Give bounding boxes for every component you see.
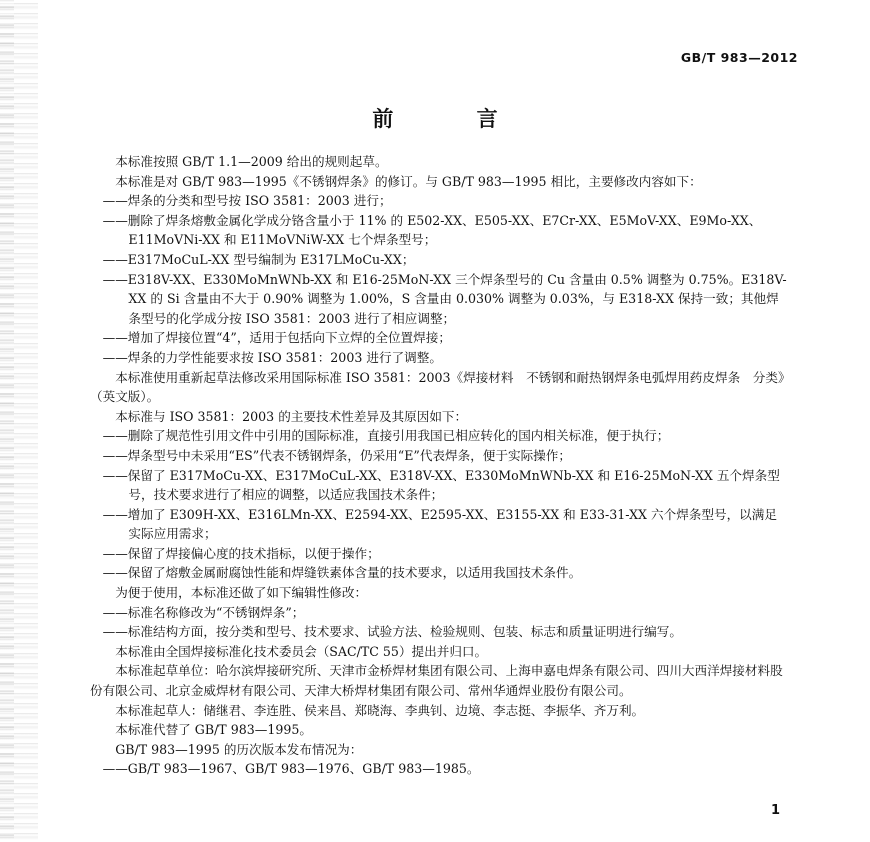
dash-list-item: ——删除了规范性引用文件中引用的国际标准，直接引用我国已相应转化的国内相关标准，便于执行；	[102, 428, 670, 444]
dash-list-item: ——焊条型号中未采用“ES”代表不锈钢焊条，仍采用“E”代表焊条，便于实际操作；	[102, 447, 571, 463]
paragraph: 本标准是对 GB/T 983—1995《不锈钢焊条》的修订。与 GB/T 983—1995 相比，主要修改内容如下：	[115, 173, 702, 189]
paragraph: 本标准使用重新起草法修改采用国际标准 ISO 3581：2003《焊接材料 不锈钢和耐热钢焊条电弧焊用药皮焊条 分类》（英文版）。	[90, 369, 785, 405]
dash-list-item: ——GB/T 983—1967、GB/T 983—1976、GB/T 983—1985。	[102, 761, 480, 777]
dash-list-item: ——增加了 E309H-XX、E316LMn-XX、E2594-XX、E2595-XX、E3155-XX 和 E33-31-XX 六个焊条型号，以满足实际应用需求；	[102, 506, 777, 542]
dash-list-item: ——标准名称修改为“不锈钢焊条”；	[102, 604, 305, 620]
dash-list-item: ——E318V-XX、E330MoMnWNb-XX 和 E16-25MoN-XX 三个焊条型号的 Cu 含量由 0.5% 调整为 0.75%。E318V-XX 的 Si 含量由不大于 0.90% 调整为 1.00%，S 含量由 0.030% 调整为 0.03%，与 E318-XX 保持一致；其他焊条型号的化学成分按 ISO 3581：2003 进行了相应调整；	[102, 271, 787, 326]
dash-list-item: ——焊条的力学性能要求按 ISO 3581：2003 进行了调整。	[102, 349, 442, 365]
page-number: 1	[770, 803, 780, 818]
dash-list-item: ——保留了 E317MoCu-XX、E317MoCuL-XX、E318V-XX、E330MoMnWNb-XX 和 E16-25MoN-XX 五个焊条型号，技术要求进行了相应的调整，以适应我国技术条件；	[102, 467, 780, 503]
dash-list-item: ——保留了焊接偏心度的技术指标，以便于操作；	[102, 545, 380, 561]
paragraph: 本标准按照 GB/T 1.1—2009 给出的规则起草。	[115, 154, 388, 169]
foreword-body	[90, 152, 788, 779]
paragraph: 本标准起草单位：哈尔滨焊接研究所、天津市金桥焊材集团有限公司、上海申嘉电焊条有限公司、四川大西洋焊接材料股份有限公司、北京金威焊材有限公司、天津大桥焊材集团有限公司、常州华通焊业股份有限公司。	[90, 663, 783, 699]
paragraph: 本标准由全国焊接标准化技术委员会（SAC/TC 55）提出并归口。	[115, 643, 488, 659]
paragraph: 本标准代替了 GB/T 983—1995。	[115, 722, 312, 738]
dash-list-item: ——焊条的分类和型号按 ISO 3581：2003 进行；	[102, 193, 392, 209]
page-title: 前 言	[372, 107, 536, 131]
dash-list-item: ——删除了焊条熔敷金属化学成分铬含量小于 11% 的 E502-XX、E505-XX、E7Cr-XX、E5MoV-XX、E9Mo-XX、E11MoVNi-XX 和 E11MoVNiW-XX 七个焊条型号；	[102, 212, 762, 248]
paragraph: 为便于使用，本标准还做了如下编辑性修改：	[115, 585, 368, 601]
dash-list-item: ——标准结构方面，按分类和型号、技术要求、试验方法、检验规则、包装、标志和质量证明进行编写。	[102, 624, 682, 640]
dash-list-item: ——增加了焊接位置“4”，适用于包括向下立焊的全位置焊接；	[102, 330, 451, 346]
paragraph: GB/T 983—1995 的历次版本发布情况为：	[115, 741, 363, 757]
standard-code: GB/T 983—2012	[680, 50, 798, 65]
paragraph: 本标准与 ISO 3581：2003 的主要技术性差异及其原因如下：	[115, 408, 468, 424]
dash-list-item: ——E317MoCuL-XX 型号编制为 E317LMoCu-XX；	[102, 251, 415, 267]
dash-list-item: ——保留了熔敷金属耐腐蚀性能和焊缝铁素体含量的技术要求，以适用我国技术条件。	[102, 565, 582, 581]
paragraph: 本标准起草人：储继君、李连胜、侯来昌、郑晓海、李典钊、边境、李志挺、李振华、齐万利。	[115, 702, 645, 718]
